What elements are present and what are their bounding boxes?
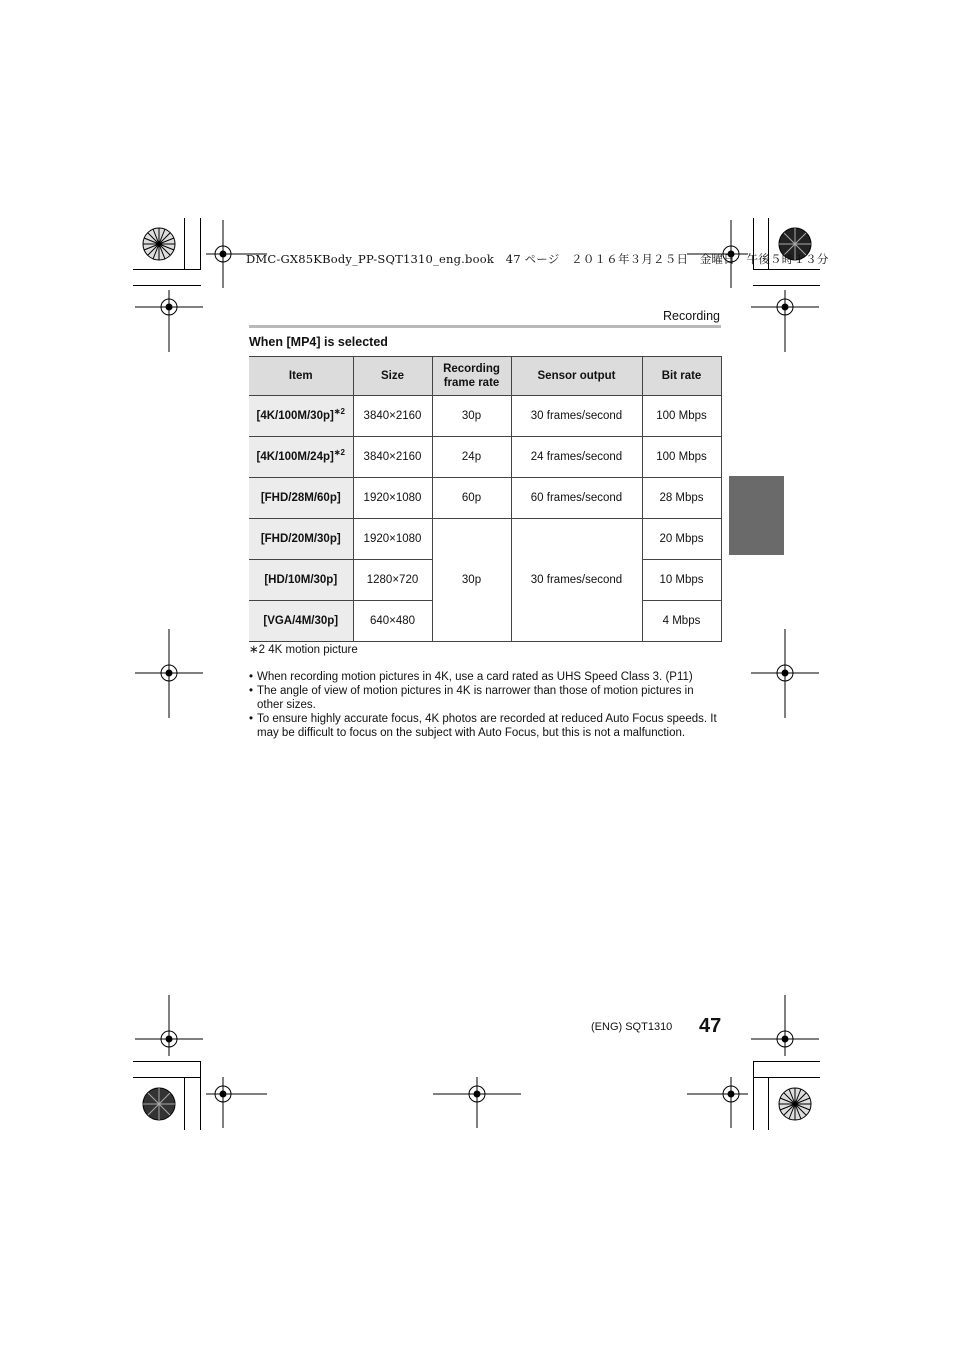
reg-mark-icon <box>433 1077 521 1128</box>
note-item: • When recording motion pictures in 4K, use a card rated as UHS Speed Class 3. (P11) <box>249 670 721 684</box>
footnote-mark: ∗2 <box>333 407 345 417</box>
cell-item: [FHD/20M/30p] <box>249 519 353 560</box>
star-target-icon <box>143 1088 175 1120</box>
cell-sensor-output: 60 frames/second <box>511 478 642 519</box>
table-row <box>249 478 721 519</box>
cell-frame-rate: 60p <box>432 478 511 519</box>
reg-mark-icon <box>206 1077 267 1128</box>
notes-list <box>249 670 721 740</box>
header-bit-rate: Bit rate <box>642 357 721 396</box>
table-row <box>249 519 721 560</box>
cell-item: [VGA/4M/30p] <box>249 601 353 642</box>
cell-bit-rate: 20 Mbps <box>642 519 721 560</box>
cell-bit-rate: 100 Mbps <box>642 437 721 478</box>
item-label: [4K/100M/30p] <box>256 410 334 422</box>
reg-mark-icon <box>135 629 203 718</box>
note-item: • The angle of view of motion pictures in 4K is narrower than those of motion pictures in other sizes. <box>249 684 721 712</box>
cell-item <box>249 396 353 437</box>
page-number: 47 <box>699 1015 722 1037</box>
cell-size: 1280×720 <box>353 560 432 601</box>
item-label: [4K/100M/24p] <box>256 451 334 463</box>
cell-bit-rate: 100 Mbps <box>642 396 721 437</box>
header-frame-rate <box>432 357 511 396</box>
cell-bit-rate: 4 Mbps <box>642 601 721 642</box>
cell-sensor-output: 24 frames/second <box>511 437 642 478</box>
star-target-icon <box>143 228 175 260</box>
header-frame-rate-line1: Recording <box>443 363 500 375</box>
header-rule <box>249 325 721 328</box>
cell-size: 640×480 <box>353 601 432 642</box>
section-label: Recording <box>663 309 720 323</box>
footnote-mark: ∗2 <box>333 448 345 458</box>
note-item: • To ensure highly accurate focus, 4K photos are recorded at reduced Auto Focus speeds. It may be difficult to focus on the subject with Auto Focus, but this is not a malfunction. <box>249 712 721 740</box>
header-sensor-output: Sensor output <box>511 357 642 396</box>
table-row <box>249 396 721 437</box>
print-slug: DMC-GX85KBody_PP-SQT1310_eng.book 47 ページ ２０１６年３月２５日 金曜日 午後５時１３分 <box>246 252 829 266</box>
table-row <box>249 437 721 478</box>
spec-table <box>249 356 722 642</box>
cell-bit-rate: 10 Mbps <box>642 560 721 601</box>
cell-size: 3840×2160 <box>353 396 432 437</box>
footer-code: (ENG) SQT1310 <box>591 1021 673 1033</box>
reg-mark-icon <box>135 995 203 1056</box>
reg-mark-icon <box>751 290 819 352</box>
header-item: Item <box>249 357 353 396</box>
cell-sensor-output: 30 frames/second <box>511 519 642 642</box>
cell-size: 3840×2160 <box>353 437 432 478</box>
cell-item: [HD/10M/30p] <box>249 560 353 601</box>
reg-mark-icon <box>751 995 819 1056</box>
cell-item: [FHD/28M/60p] <box>249 478 353 519</box>
cell-frame-rate: 30p <box>432 519 511 642</box>
reg-mark-icon <box>751 629 819 718</box>
star-target-icon <box>779 1088 811 1120</box>
table-title: When [MP4] is selected <box>249 335 388 349</box>
chapter-side-tab <box>729 476 784 555</box>
reg-mark-icon <box>687 1077 748 1128</box>
footnote: ∗2 4K motion picture <box>249 644 358 656</box>
header-frame-rate-line2: frame rate <box>443 377 500 389</box>
reg-mark-icon <box>135 290 203 352</box>
cell-size: 1920×1080 <box>353 519 432 560</box>
table-header-row <box>249 357 721 396</box>
cell-sensor-output: 30 frames/second <box>511 396 642 437</box>
cell-size: 1920×1080 <box>353 478 432 519</box>
cell-frame-rate: 24p <box>432 437 511 478</box>
header-size: Size <box>353 357 432 396</box>
cell-item <box>249 437 353 478</box>
cell-frame-rate: 30p <box>432 396 511 437</box>
cell-bit-rate: 28 Mbps <box>642 478 721 519</box>
